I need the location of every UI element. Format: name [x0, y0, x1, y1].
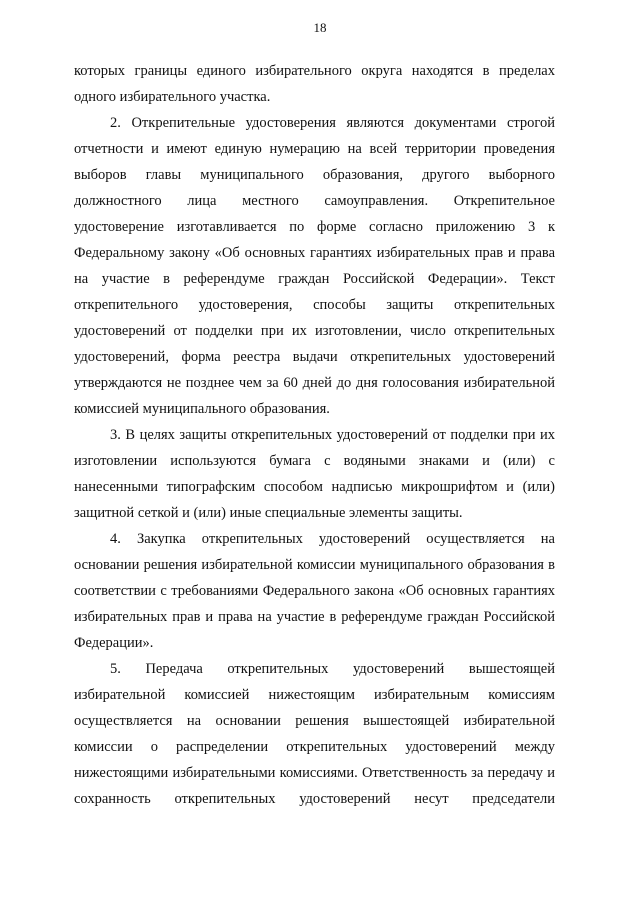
paragraph-2: 2. Открепительные удостоверения являются документами строгой отчетности и имеют единую нумерацию на всей территории проведения выборов главы муниципального образования, другого выборного должностного лица местного самоуправления. Открепительное удостоверение изготавливается по форме согласно приложению 3 к Федеральному закону «Об основных гарантиях избирательных прав и права на участие в референдуме граждан Российской Федерации». Текст открепительного удостоверения, способы защиты открепительных удостоверений от подделки при их изготовлении, число открепительных удостоверений, форма реестра выдачи открепительных удостоверений утверждаются не позднее чем за 60 дней до дня голосования избирательной комиссией муниципального образования.	[74, 115, 555, 417]
paragraph-4: 4. Закупка открепительных удостоверений осуществляется на основании решения избирательной комиссии муниципального образования в соответствии с требованиями Федерального закона «Об основных гарантиях избирательных прав и права на участие в референдуме граждан Российской Федерации».	[74, 531, 555, 651]
document-body	[74, 58, 555, 812]
page-number: 18	[313, 20, 327, 35]
paragraph-5: 5. Передача открепительных удостоверений вышестоящей избирательной комиссией нижестоящим избирательным комиссиям осуществляется на основании решения вышестоящей избирательной комиссии о распределении открепительных удостоверений между нижестоящими избирательными комиссиями. Ответственность за передачу и сохранность открепительных удостоверений несут председатели	[74, 661, 555, 807]
paragraph-3: 3. В целях защиты открепительных удостоверений от подделки при их изготовлении используются бумага с водяными знаками и (или) с нанесенными типографским способом надписью микрошрифтом и (или) защитной сеткой и (или) иные специальные элементы защиты.	[74, 427, 555, 521]
paragraph-continuation: которых границы единого избирательного округа находятся в пределах одного избирательного участка.	[74, 63, 555, 105]
